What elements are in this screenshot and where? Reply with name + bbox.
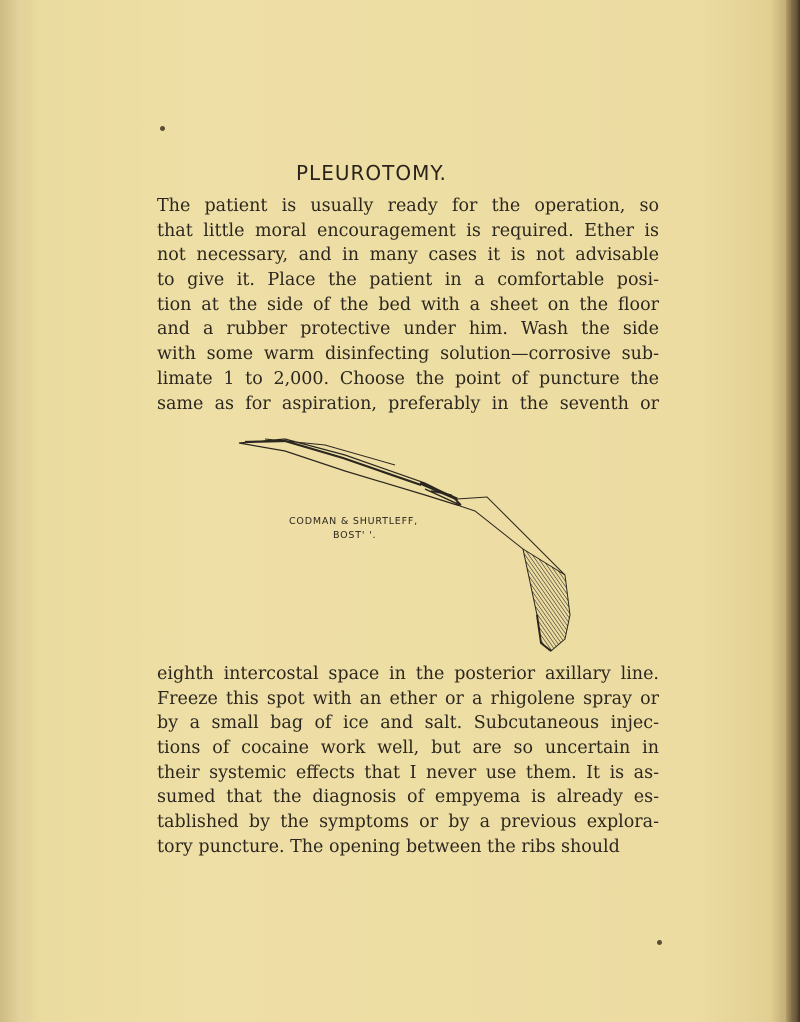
text-line: tions of cocaine work well, but are so uncertain in (157, 738, 659, 759)
text-line: Freeze this spot with an ether or a rhigolene spray or (157, 688, 659, 709)
text-line: tory puncture. The opening between the ribs should (157, 836, 620, 857)
running-head: PLEUROTOMY. (296, 161, 447, 185)
text-line: not necessary, and in many cases it is not advisable (157, 245, 659, 266)
page-gutter (0, 0, 34, 1022)
text-line: to give it. Place the patient in a comfortable posi- (157, 270, 659, 291)
ink-speck (657, 940, 662, 945)
scalpel-figure (225, 425, 595, 657)
text-line: limate 1 to 2,000. Choose the point of puncture the (157, 368, 659, 389)
text-line: same as for aspiration, preferably in the seventh or (157, 393, 659, 414)
text-line: eighth intercostal space in the posterior axillary line. (157, 664, 659, 684)
paragraph-before-figure (157, 194, 659, 416)
paragraph-after-figure (157, 662, 659, 860)
text-line: by a small bag of ice and salt. Subcutaneous injec- (157, 713, 659, 734)
text-line: The patient is usually ready for the operation, so (157, 196, 659, 216)
text-line: their systemic effects that I never use them. It is as- (157, 762, 659, 783)
maker-mark-line-1: CODMAN & SHURTLEFF, (289, 516, 418, 527)
scalpel-handle (239, 439, 460, 505)
maker-mark-line-2: BOST' '. (333, 530, 377, 541)
text-line: tablished by the symptoms or by a previous explora- (157, 812, 659, 833)
ink-speck (160, 126, 165, 131)
text-line: that little moral encouragement is required. Ether is (157, 220, 659, 241)
text-line: sumed that the diagnosis of empyema is already es- (157, 787, 659, 808)
text-line: and a rubber protective under him. Wash the side (157, 319, 659, 340)
page-edge (786, 0, 800, 1022)
text-line: tion at the side of the bed with a sheet on the floor (157, 294, 659, 315)
text-line: with some warm disinfecting solution—corrosive sub- (157, 344, 659, 365)
scalpel-blade (523, 549, 570, 651)
